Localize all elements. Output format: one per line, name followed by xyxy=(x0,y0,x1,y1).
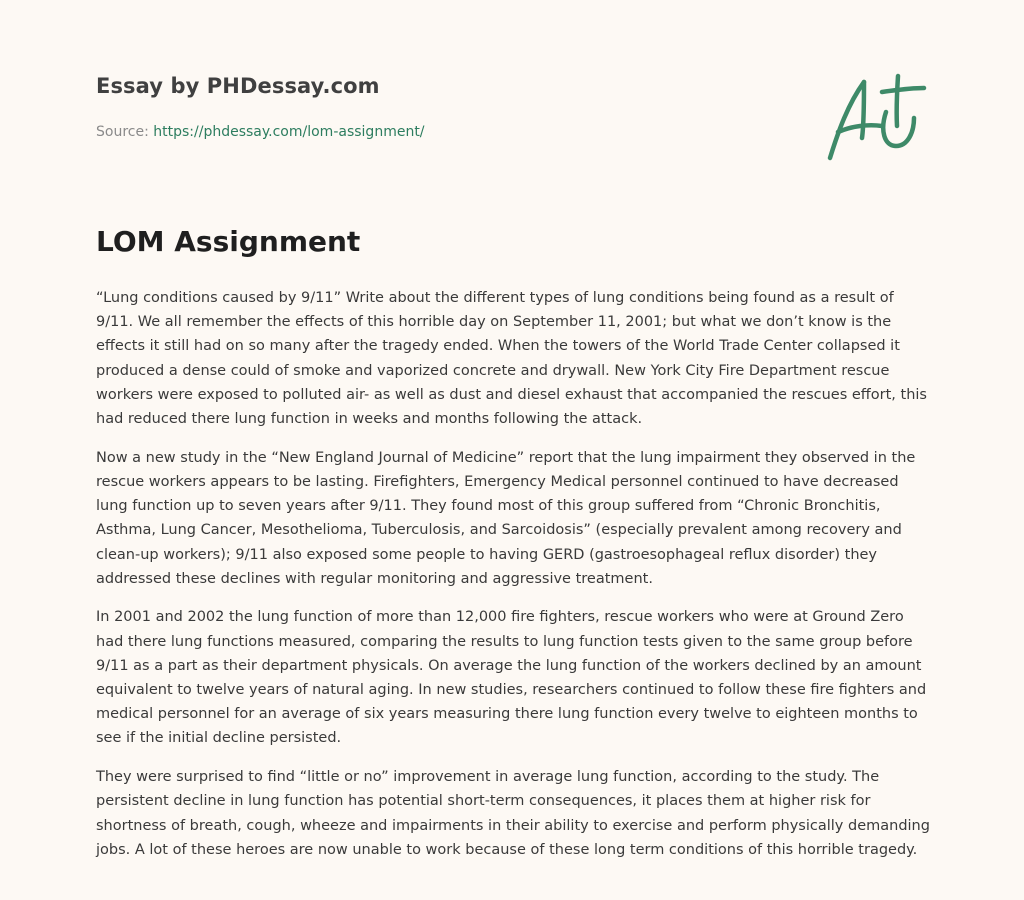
a-plus-logo xyxy=(824,68,928,164)
paragraph-1: “Lung conditions caused by 9/11” Write about the different types of lung conditions being found as a result of 9/11. We all remember the effects of this horrible day on September 11, 2001; but what we don’t know is the effects it still had on so many after the tragedy ended. When the towers of the World Trade Center collapsed it produced a dense could of smoke and vaporized concrete and drywall. New York City Fire Department rescue workers were exposed to polluted air- as well as dust and diesel exhaust that accompanied the rescues effort, this had reduced there lung function in weeks and months following the attack. xyxy=(96,290,927,428)
paragraph-4: They were surprised to find “little or no” improvement in average lung function, according to the study. The persistent decline in lung function has potential short-term consequences, it places them at higher risk for shortness of breath, cough, wheeze and impairments in their ability to exercise and perform physically demanding jobs. A lot of these heroes are now unable to work because of these long term conditions of this horrible tragedy. xyxy=(96,769,930,858)
paragraph-3: In 2001 and 2002 the lung function of more than 12,000 fire fighters, rescue workers who were at Ground Zero had there lung functions measured, comparing the results to lung function tests given to the same group before 9/11 as a part as their department physicals. On average the lung function of the workers declined by an amount equivalent to twelve years of natural aging. In new studies, researchers continued to follow these fire fighters and medical personnel for an average of six years measuring there lung function every twelve to eighteen months to see if the initial decline persisted. xyxy=(96,609,927,747)
article-title: LOM Assignment xyxy=(96,225,361,258)
page-header xyxy=(96,74,928,174)
paragraph-2: Now a new study in the “New England Journal of Medicine” report that the lung impairment they observed in the rescue workers appears to be lasting. Firefighters, Emergency Medical personnel continued to have decreased lung function up to seven years after 9/11. They found most of this group suffered from “Chronic Bronchitis, Asthma, Lung Cancer, Mesothelioma, Tuberculosis, and Sarcoidosis” (especially prevalent among recovery and clean-up workers); 9/11 also exposed some people to having GERD (gastroesophageal reflux disorder) they addressed these declines with regular monitoring and aggressive treatment. xyxy=(96,449,916,587)
site-title: Essay by PHDessay.com xyxy=(96,74,380,98)
source-link[interactable]: https://phdessay.com/lom-assignment/ xyxy=(153,124,425,140)
source-line xyxy=(96,124,425,140)
article-body xyxy=(96,286,932,876)
source-label: Source: xyxy=(96,124,149,140)
